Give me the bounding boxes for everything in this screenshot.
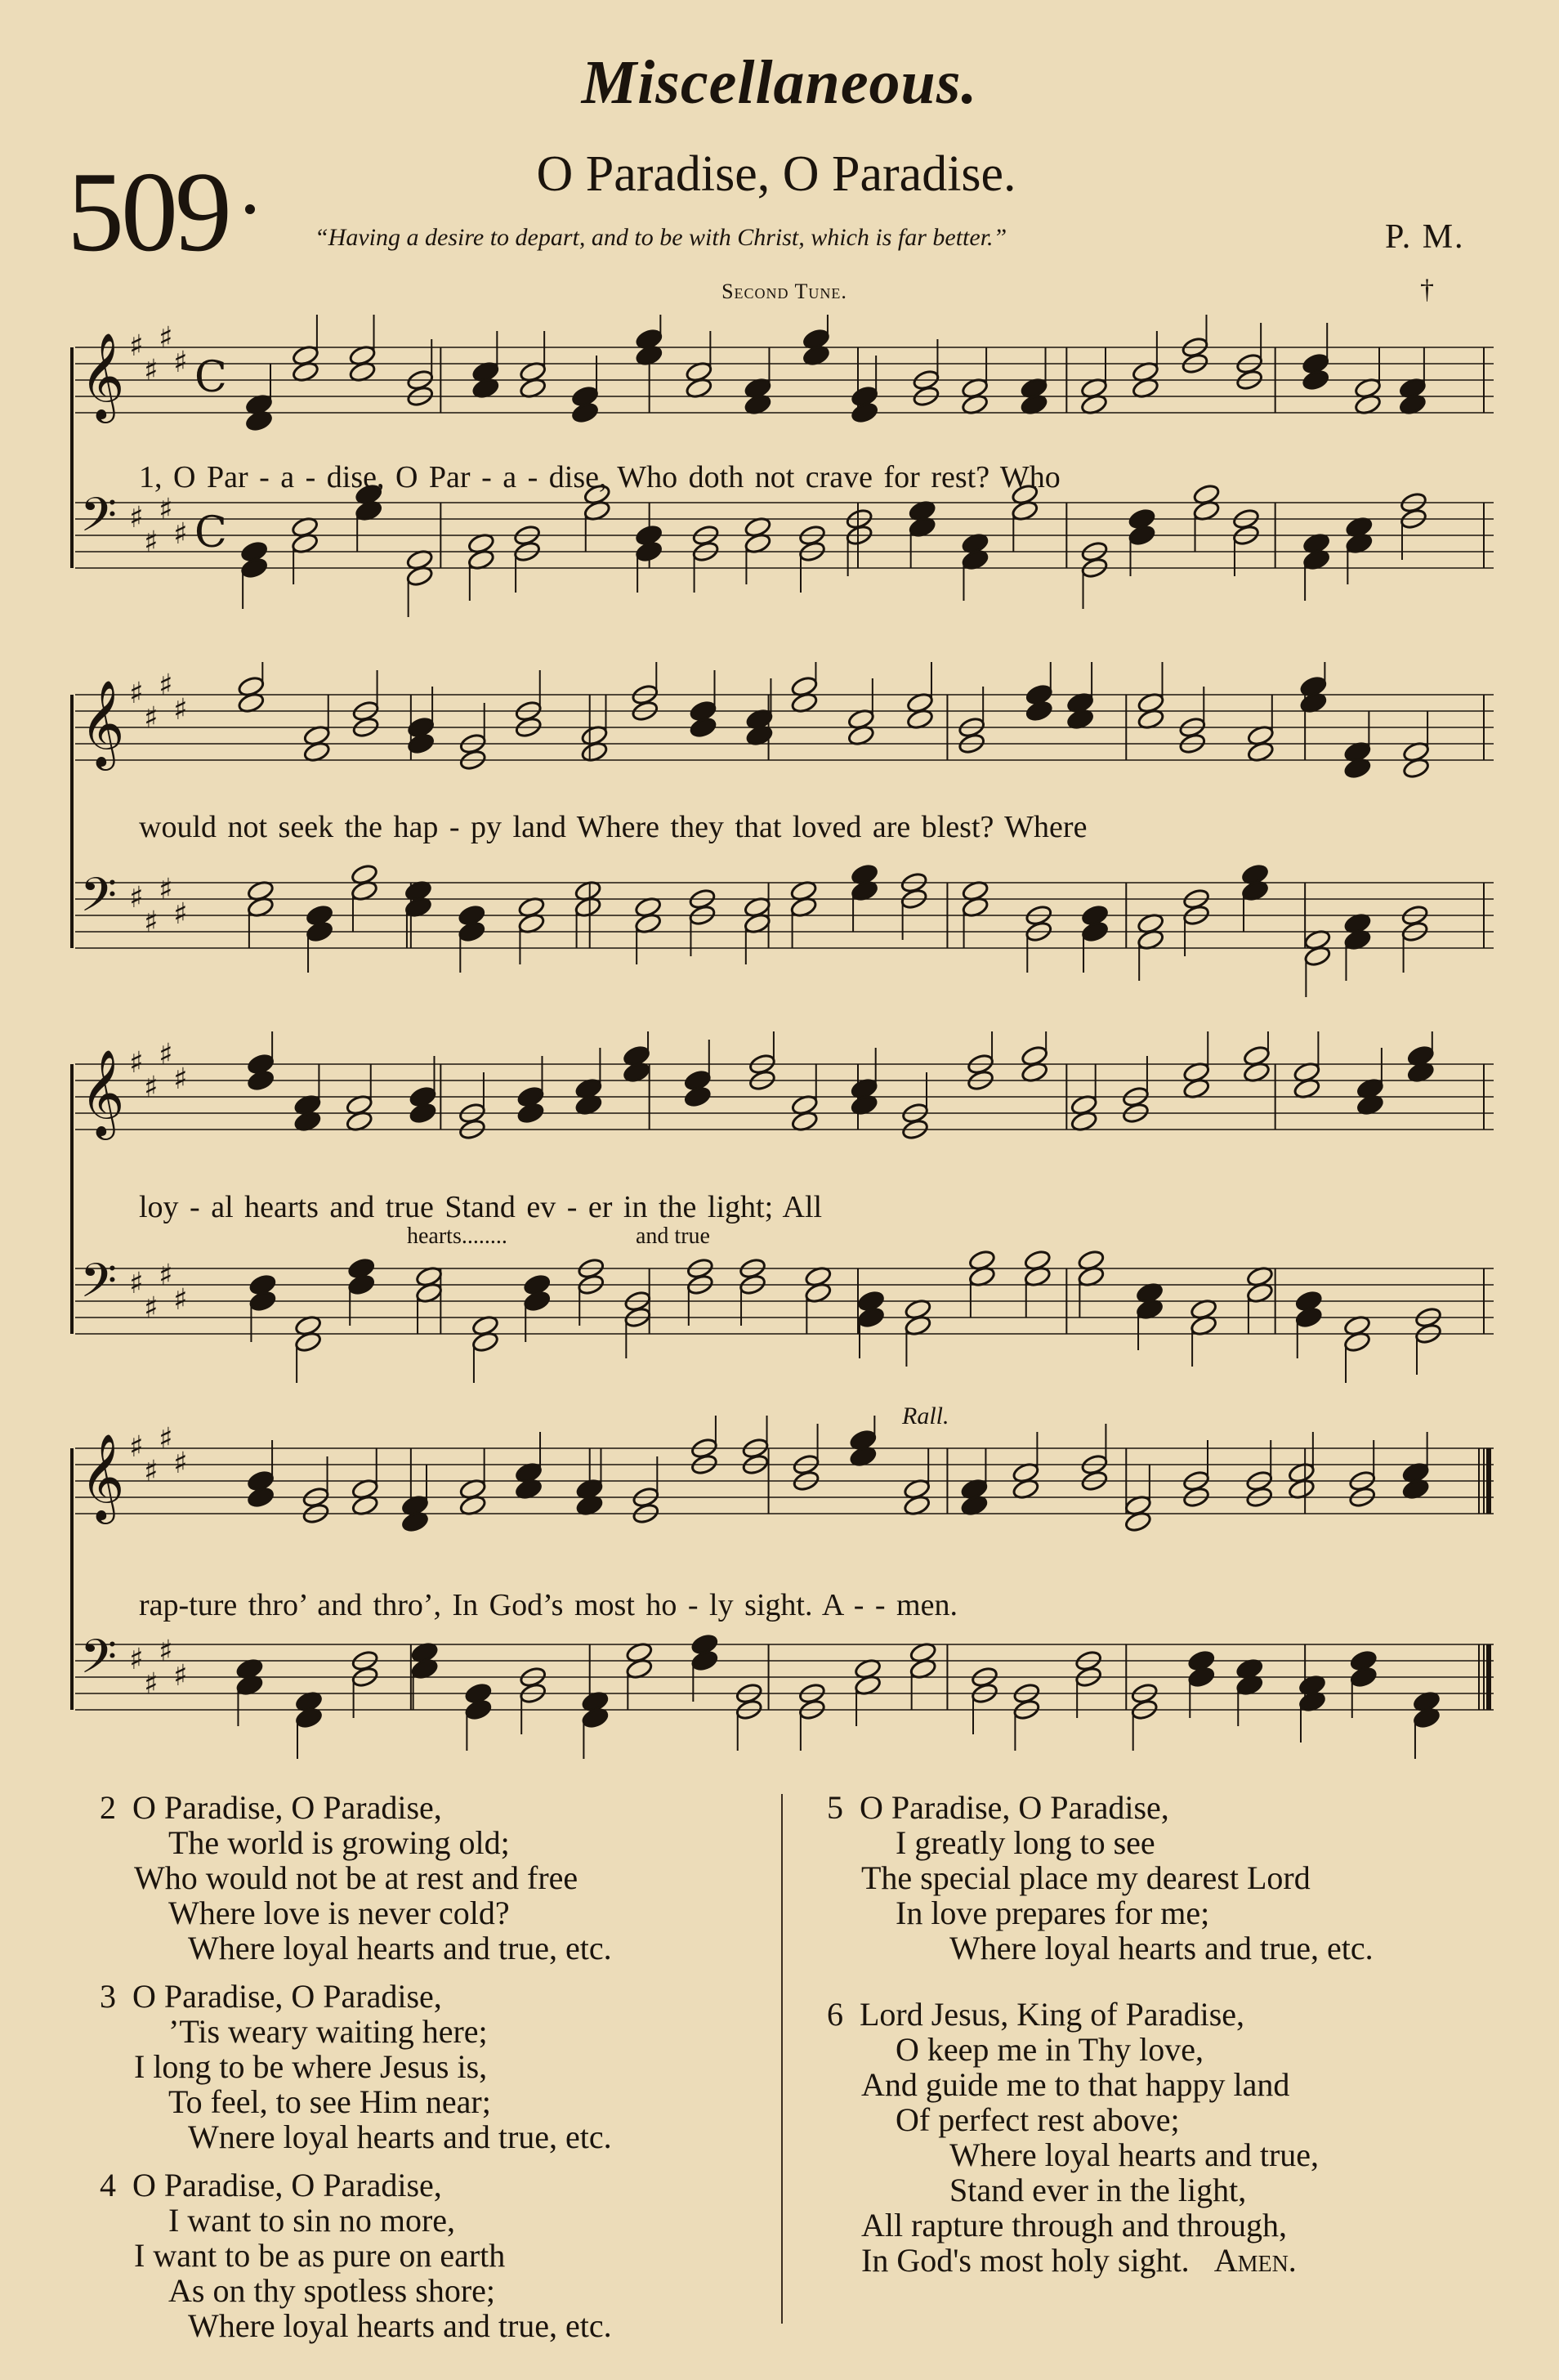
bass-staff — [75, 483, 1494, 617]
bass-staff — [75, 1629, 1494, 1759]
verses-right-column — [827, 1790, 1374, 2291]
notehead — [247, 1486, 275, 1509]
sharp-icon: ♯ — [173, 1283, 188, 1317]
verse-line: O Paradise, O Paradise, — [132, 1978, 442, 2015]
sharp-icon: ♯ — [144, 1455, 159, 1488]
verse-line: O Paradise, O Paradise, — [860, 1789, 1169, 1826]
verse-line: In God's most holy sight. — [861, 2242, 1190, 2279]
notehead — [571, 401, 600, 424]
notehead — [523, 1290, 552, 1313]
sharp-icon: ♯ — [144, 1667, 159, 1701]
time-signature: C — [194, 508, 227, 557]
verse-line: Where love is never cold? — [168, 1895, 510, 1931]
verse-line: O Paradise, O Paradise, — [132, 2167, 442, 2203]
sharp-icon: ♯ — [144, 526, 159, 559]
notehead — [347, 1273, 376, 1296]
notehead — [851, 401, 879, 424]
sharp-icon: ♯ — [129, 881, 144, 915]
verse-line: The special place my dearest Lord — [861, 1859, 1311, 1896]
notehead — [1294, 1306, 1323, 1329]
bass-clef-icon: 𝄢 — [80, 867, 118, 934]
verse-5 — [827, 1790, 1374, 1966]
treble-staff — [75, 662, 1494, 780]
notehead — [857, 1306, 886, 1329]
dagger-mark: † — [1420, 275, 1434, 305]
verse-number: 3 — [100, 1978, 116, 2015]
sharp-icon: ♯ — [129, 1643, 144, 1676]
section-title: Miscellaneous. — [581, 48, 978, 117]
lyric-line-3: loy - al hearts and true Stand ev - er in the light; All — [139, 1190, 823, 1224]
tune-label: Second Tune. — [721, 280, 847, 303]
notehead — [1302, 369, 1330, 391]
verse-line: And guide me to that happy land — [861, 2066, 1290, 2103]
sharp-icon: ♯ — [159, 873, 173, 906]
verse-line: Lord Jesus, King of Paradise, — [860, 1996, 1245, 2033]
sharp-icon: ♯ — [173, 1447, 188, 1480]
treble-clef-icon: 𝄞 — [80, 1433, 125, 1520]
treble-staff — [75, 1031, 1494, 1141]
sharp-icon: ♯ — [144, 906, 159, 939]
notehead — [684, 1085, 712, 1108]
bass-clef-icon: 𝄢 — [80, 487, 118, 554]
sharp-icon: ♯ — [159, 669, 173, 702]
hymn-number: 509 — [67, 149, 229, 275]
lyric-line-4: rap-ture thro’ and thro’, In God’s most ho - ly sight. A - - men. — [139, 1588, 958, 1622]
sharp-icon: ♯ — [159, 493, 173, 526]
bass-staff — [75, 1249, 1494, 1383]
time-signature: C — [194, 353, 227, 402]
verse-4 — [100, 2168, 612, 2343]
verse-line: ’Tis weary waiting here; — [168, 2013, 488, 2050]
sharp-icon: ♯ — [129, 1046, 144, 1080]
verse-line: As on thy spotless shore; — [168, 2272, 495, 2309]
notehead — [1081, 920, 1110, 943]
sharp-icon: ♯ — [159, 1038, 173, 1071]
alto-cue-and-true: and true — [636, 1224, 710, 1249]
sharp-icon: ♯ — [173, 897, 188, 931]
sharp-icon: ♯ — [144, 1071, 159, 1104]
verse-3 — [100, 1979, 612, 2154]
sharp-icon: ♯ — [129, 1267, 144, 1300]
sharp-icon: ♯ — [159, 1259, 173, 1292]
bass-staff — [75, 863, 1494, 997]
verse-line: Wnere loyal hearts and true, etc. — [188, 2118, 612, 2155]
verse-line: O Paradise, O Paradise, — [132, 1789, 442, 1826]
lyric-line-2: would not seek the hap - py land Where they that loved are blest? Where — [139, 810, 1088, 844]
verse-line: I want to be as pure on earth — [134, 2237, 506, 2274]
verse-number: 4 — [100, 2167, 116, 2203]
verse-line: Stand ever in the light, — [949, 2172, 1247, 2208]
verse-line: I want to sin no more, — [168, 2202, 456, 2239]
notehead — [1187, 1666, 1216, 1689]
rall-marking: Rall. — [902, 1402, 949, 1429]
notehead — [240, 557, 269, 579]
verse-line: In love prepares for me; — [896, 1895, 1210, 1931]
hymn-epigraph: “Having a desire to depart, and to be with Christ, which is far better.” — [315, 224, 1007, 251]
sharp-icon: ♯ — [173, 1659, 188, 1693]
verse-number: 5 — [827, 1789, 843, 1826]
notehead — [689, 716, 717, 739]
verse-line: Of perfect rest above; — [896, 2101, 1180, 2138]
verse-line: Where loyal hearts and true, — [949, 2136, 1320, 2173]
treble-clef-icon: 𝄞 — [80, 1049, 125, 1136]
bass-clef-icon: 𝄢 — [80, 1629, 118, 1696]
notehead — [516, 1102, 545, 1125]
treble-staff — [75, 315, 1494, 432]
treble-clef-icon: 𝄞 — [80, 332, 125, 419]
sharp-icon: ♯ — [129, 501, 144, 535]
hymn-title: O Paradise, O Paradise. — [536, 146, 1016, 202]
hymn-meter: P. M. — [1385, 218, 1465, 256]
sharp-icon: ♯ — [144, 701, 159, 735]
notehead — [635, 540, 663, 563]
notehead — [458, 920, 486, 943]
verse-line: I greatly long to see — [896, 1824, 1155, 1861]
verse-number: 6 — [827, 1996, 843, 2033]
notehead — [248, 1290, 277, 1313]
sharp-icon: ♯ — [159, 1422, 173, 1456]
verse-6 — [827, 1997, 1374, 2278]
lyric-line-1: 1, O Par - a - dise, O Par - a - dise, Who doth not crave for rest? Who — [139, 460, 1061, 494]
bass-clef-icon: 𝄢 — [80, 1253, 118, 1320]
sharp-icon: ♯ — [129, 329, 144, 363]
notehead — [247, 1069, 275, 1092]
verse-line: Who would not be at rest and free — [134, 1859, 578, 1896]
notehead — [1128, 524, 1156, 547]
verse-line: I long to be where Jesus is, — [134, 2048, 488, 2085]
sharp-icon: ♯ — [173, 1062, 188, 1096]
alto-cue-hearts: hearts........ — [407, 1224, 507, 1249]
verse-number: 2 — [100, 1789, 116, 1826]
notehead — [690, 1649, 719, 1672]
sharp-icon: ♯ — [173, 346, 188, 379]
column-divider — [781, 1794, 783, 2324]
notehead — [1349, 1666, 1378, 1689]
verses-left-column — [100, 1790, 612, 2356]
verse-line: Where loyal hearts and true, etc. — [188, 1930, 612, 1966]
amen-label: Amen. — [1213, 2242, 1297, 2279]
treble-staff — [75, 1416, 1494, 1533]
sharp-icon: ♯ — [159, 321, 173, 355]
verse-line: Where loyal hearts and true, etc. — [188, 2307, 612, 2344]
verse-line: The world is growing old; — [168, 1824, 510, 1861]
hymn-number-dot — [245, 204, 255, 214]
notehead — [1025, 700, 1053, 722]
sharp-icon: ♯ — [173, 693, 188, 727]
verse-line: Where loyal hearts and true, etc. — [949, 1930, 1374, 1966]
verse-line: O keep me in Thy love, — [896, 2031, 1204, 2068]
notehead — [306, 920, 334, 943]
sharp-icon: ♯ — [159, 1635, 173, 1668]
verse-line: To feel, to see Him near; — [168, 2083, 491, 2120]
sharp-icon: ♯ — [173, 517, 188, 551]
notehead — [464, 1698, 493, 1721]
verse-line: All rapture through and through, — [861, 2207, 1287, 2244]
sharp-icon: ♯ — [144, 1291, 159, 1325]
sharp-icon: ♯ — [129, 1430, 144, 1464]
verse-2 — [100, 1790, 612, 1966]
sharp-icon: ♯ — [129, 677, 144, 710]
notehead — [409, 1102, 437, 1125]
treble-clef-icon: 𝄞 — [80, 679, 125, 767]
sharp-icon: ♯ — [144, 354, 159, 387]
